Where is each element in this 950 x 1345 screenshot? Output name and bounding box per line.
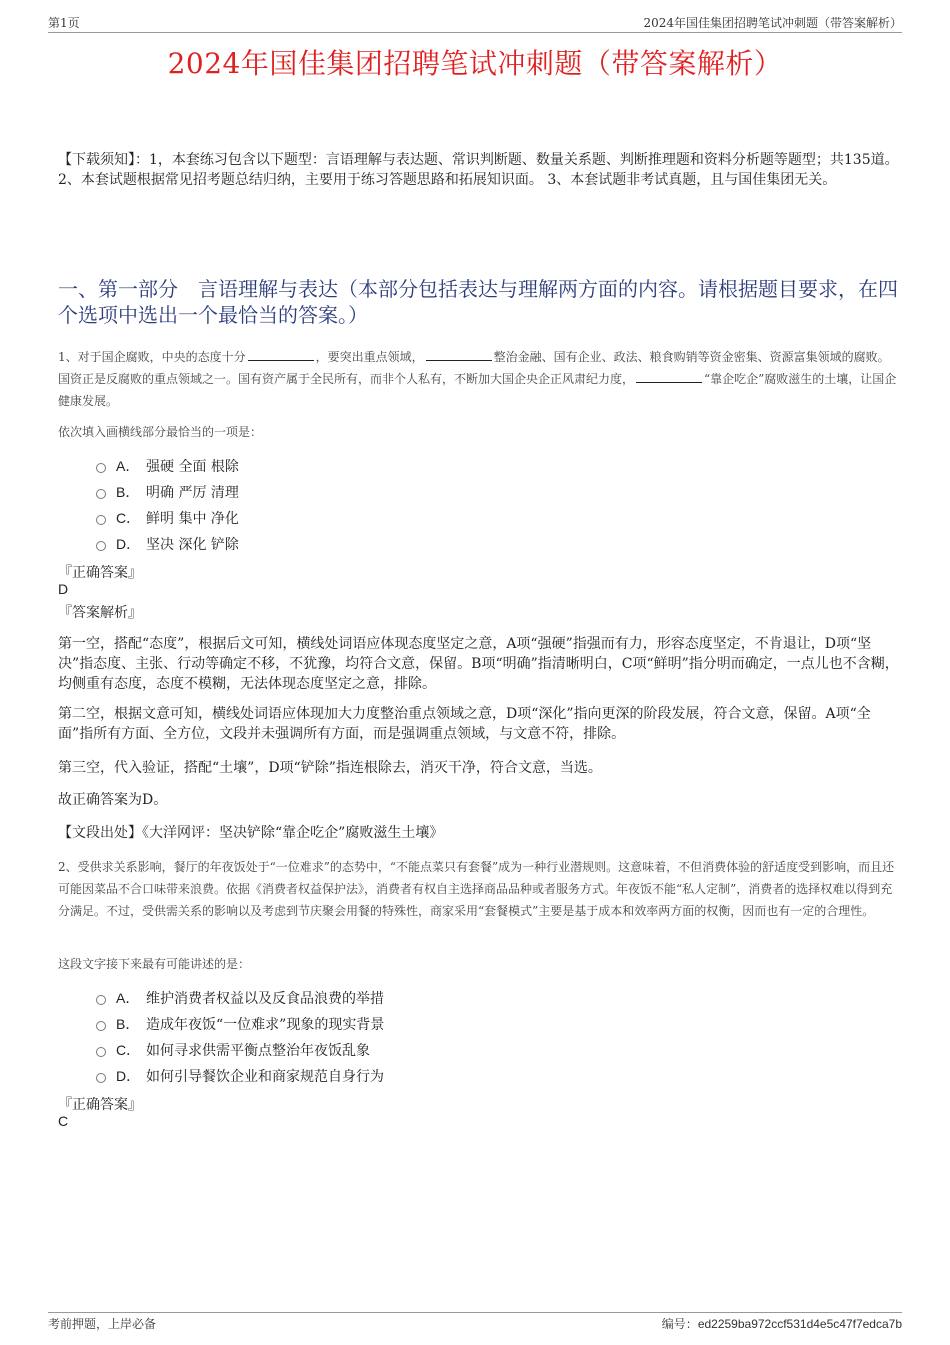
correct-answer-label: 『正确答案』	[58, 565, 142, 581]
option-b[interactable]: B． 明确 严厉 清理	[96, 479, 239, 505]
correct-answer-label: 『正确答案』	[58, 1097, 142, 1113]
blank-3	[636, 370, 702, 383]
page-header	[48, 14, 902, 33]
document-title: 2024年国佳集团招聘笔试冲刺题（带答案解析）	[167, 47, 783, 80]
header-doc-title: 2024年国佳集团招聘笔试冲刺题（带答案解析）	[643, 16, 902, 30]
option-b[interactable]: B． 造成年夜饭“一位难求”现象的现实背景	[96, 1011, 384, 1037]
section-heading: 一、第一部分 言语理解与表达（本部分包括表达与理解两方面的内容。请根据题目要求，在四个选项中选出一个最恰当的答案。）	[58, 277, 898, 327]
blank-2	[426, 348, 492, 361]
page-footer	[48, 1312, 902, 1332]
blank-1	[248, 348, 314, 361]
radio-icon[interactable]	[96, 489, 106, 499]
radio-icon[interactable]	[96, 1073, 106, 1083]
correct-answer: C	[58, 1113, 69, 1129]
radio-icon[interactable]	[96, 1047, 106, 1057]
radio-icon[interactable]	[96, 541, 106, 551]
footer-slogan: 考前押题，上岸必备	[48, 1317, 157, 1331]
question-1-options	[96, 453, 239, 557]
radio-icon[interactable]	[96, 1021, 106, 1031]
download-notice: 【下载须知】：1，本套练习包含以下题型：言语理解与表达题、常识判断题、数量关系题、判断推理题和资料分析题等题型；共135道。 2、本套试题根据常见招考题总结归纳，主要用于练习答题思路和拓展知识面。 3、本套试题非考试真题，且与国佳集团无关。	[58, 152, 899, 188]
analysis-paragraph: 第一空，搭配“态度”，根据后文可知，横线处词语应体现态度坚定之意，A项“强硬”指强而有力，形容态度坚定，不肯退让，D项“坚决”指态度、主张、行动等确定不移，不犹豫，均符合文意，保留。B项“明确”指清晰明白，C项“鲜明”指分明而确定，一点儿也不含糊，均侧重有态度，态度不模糊，无法体现态度坚定之意，排除。	[58, 636, 899, 692]
analysis-label: 『答案解析』	[58, 605, 142, 621]
radio-icon[interactable]	[96, 463, 106, 473]
radio-icon[interactable]	[96, 515, 106, 525]
footer-code: 编号：ed2259ba972ccf531d4e5c47f7edca7b	[661, 1317, 902, 1331]
page-number: 第1页	[48, 16, 80, 30]
option-a[interactable]: A． 维护消费者权益以及反食品浪费的举措	[96, 985, 384, 1011]
option-d[interactable]: D． 坚决 深化 铲除	[96, 531, 239, 557]
question-2-options	[96, 985, 384, 1089]
analysis-conclusion: 故正确答案为D。	[58, 792, 168, 808]
analysis-paragraph: 第二空，根据文意可知，横线处词语应体现加大力度整治重点领域之意，D项“深化”指向更深的阶段发展，符合文意，保留。A项“全面”指所有方面、全方位，文段并未强调所有方面，而是强调重点领域，与文意不符，排除。	[58, 706, 871, 742]
correct-answer: D	[58, 581, 69, 597]
question-2-ask: 这段文字接下来最有可能讲述的是：	[58, 957, 251, 971]
question-2-stem: 2、受供求关系影响，餐厅的年夜饭处于“一位难求”的态势中，“不能点菜只有套餐”成为一种行业潜规则。这意味着，不但消费体验的舒适度受到影响，而且还可能因菜品不合口味带来浪费。依据《消费者权益保护法》，消费者有权自主选择商品品种或者服务方式。年夜饭不能“私人定制”，消费者的选择权难以得到充分满足。不过，受供需关系的影响以及考虑到节庆聚会用餐的特殊性，商家采用“套餐模式”主要是基于成本和效率两方面的权衡，因而也有一定的合理性。	[58, 860, 895, 918]
option-c[interactable]: C． 如何寻求供需平衡点整治年夜饭乱象	[96, 1037, 384, 1063]
analysis-paragraph: 第三空，代入验证，搭配“土壤”，D项“铲除”指连根除去，消灭干净，符合文意，当选。	[58, 760, 602, 776]
radio-icon[interactable]	[96, 995, 106, 1005]
option-d[interactable]: D． 如何引导餐饮企业和商家规范自身行为	[96, 1063, 384, 1089]
question-1-stem: 1、对于国企腐败，中央的态度十分 ，要突出重点领域， 整治金融、国有企业、政法、粮食购销等资金密集、资源富集领域的腐败。国资正是反腐败的重点领域之一。国有资产属于全民所有，而非个人私有，不断加大国企央企正风肃纪力度， “靠企吃企”腐败滋生的土壤，让国企健康发展。	[58, 350, 897, 408]
question-1-ask: 依次填入画横线部分最恰当的一项是：	[58, 425, 263, 439]
option-c[interactable]: C． 鲜明 集中 净化	[96, 505, 239, 531]
option-a[interactable]: A． 强硬 全面 根除	[96, 453, 239, 479]
source-citation: 【文段出处】《大洋网评：坚决铲除“靠企吃企”腐败滋生土壤》	[58, 825, 444, 841]
